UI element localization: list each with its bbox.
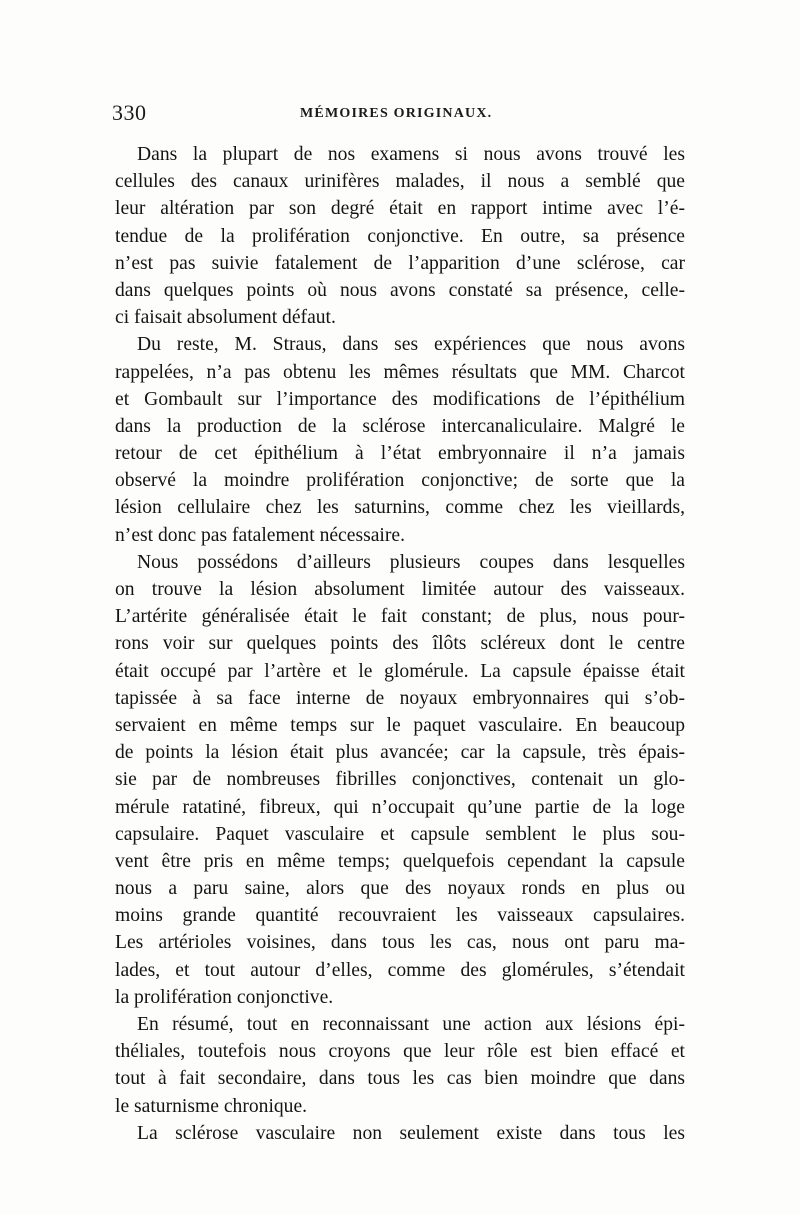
text-line: leur altération par son degré était en rapport intime avec l’é- — [115, 198, 685, 220]
text-line: La sclérose vasculaire non seulement existe dans tous les — [137, 1122, 685, 1144]
text-line: lades, et tout autour d’elles, comme des glomérules, s’étendait — [115, 959, 685, 981]
text-line: Nous possédons d’ailleurs plusieurs coupes dans lesquelles — [137, 551, 685, 573]
text-line: observé la moindre prolifération conjonctive; de sorte que la — [115, 470, 685, 492]
text-line: capsulaire. Paquet vasculaire et capsule semblent le plus sou- — [115, 823, 685, 845]
paragraph-1 — [115, 141, 685, 331]
text-line: servaient en même temps sur le paquet vasculaire. En beaucoup — [115, 714, 685, 736]
text-line: était occupé par l’artère et le glomérule. La capsule épaisse était — [115, 660, 685, 682]
text-line: le saturnisme chronique. — [115, 1095, 308, 1117]
text-line: tout à fait secondaire, dans tous les cas bien moindre que dans — [115, 1068, 685, 1090]
page-number: 330 — [112, 100, 147, 125]
text-line: nous a paru saine, alors que des noyaux ronds en plus ou — [115, 878, 685, 900]
text-line: on trouve la lésion absolument limitée autour des vaisseaux. — [115, 579, 685, 600]
text-line: Dans la plupart de nos examens si nous avons trouvé les — [137, 144, 685, 165]
text-line: tapissée à sa face interne de noyaux embryonnaires qui s’ob- — [115, 687, 685, 709]
text-line: cellules des canaux urinifères malades, il nous a semblé que — [115, 171, 685, 193]
text-line: la prolifération conjonctive. — [115, 986, 334, 1008]
running-head — [112, 100, 697, 130]
paragraph-4 — [115, 1011, 685, 1120]
body-text — [115, 141, 685, 1147]
paragraph-2 — [115, 331, 685, 549]
text-line: L’artérite généralisée était le fait constant; de plus, nous pour- — [115, 606, 685, 628]
running-head-title: MÉMOIRES ORIGINAUX. — [300, 106, 493, 121]
paragraph-3 — [115, 549, 685, 1011]
text-line: tendue de la prolifération conjonctive. En outre, sa présence — [115, 225, 685, 247]
text-line: n’est pas suivie fatalement de l’apparition d’une sclérose, car — [115, 252, 685, 274]
text-line: sie par de nombreuses fibrilles conjonctives, contenait un glo- — [115, 769, 685, 791]
text-line: Du reste, M. Straus, dans ses expériences que nous avons — [137, 334, 685, 356]
text-line: En résumé, tout en reconnaissant une action aux lésions épi- — [137, 1014, 685, 1035]
paragraph-5 — [115, 1120, 685, 1147]
text-line: dans quelques points où nous avons constaté sa présence, celle- — [115, 279, 685, 301]
text-line: théliales, toutefois nous croyons que leur rôle est bien effacé et — [115, 1041, 685, 1063]
text-line: et Gombault sur l’importance des modifications de l’épithélium — [115, 388, 685, 410]
text-line: de points la lésion était plus avancée; car la capsule, très épais- — [115, 742, 685, 764]
text-line: rons voir sur quelques points des îlôts scléreux dont le centre — [115, 633, 685, 655]
text-line: mérule ratatiné, fibreux, qui n’occupait qu’une partie de la loge — [115, 796, 685, 818]
text-line: n’est donc pas fatalement nécessaire. — [115, 524, 405, 546]
text-line: ci faisait absolument défaut. — [115, 307, 336, 329]
text-line: retour de cet épithélium à l’état embryonnaire il n’a jamais — [115, 443, 685, 465]
text-line: lésion cellulaire chez les saturnins, comme chez les vieillards, — [115, 497, 685, 519]
text-line: vent être pris en même temps; quelquefois cependant la capsule — [115, 850, 685, 872]
text-line: dans la production de la sclérose intercanaliculaire. Malgré le — [115, 415, 685, 437]
text-line: moins grande quantité recouvraient les vaisseaux capsulaires. — [115, 905, 685, 927]
text-line: rappelées, n’a pas obtenu les mêmes résultats que MM. Charcot — [115, 361, 685, 383]
text-line: Les artérioles voisines, dans tous les cas, nous ont paru ma- — [115, 932, 685, 954]
